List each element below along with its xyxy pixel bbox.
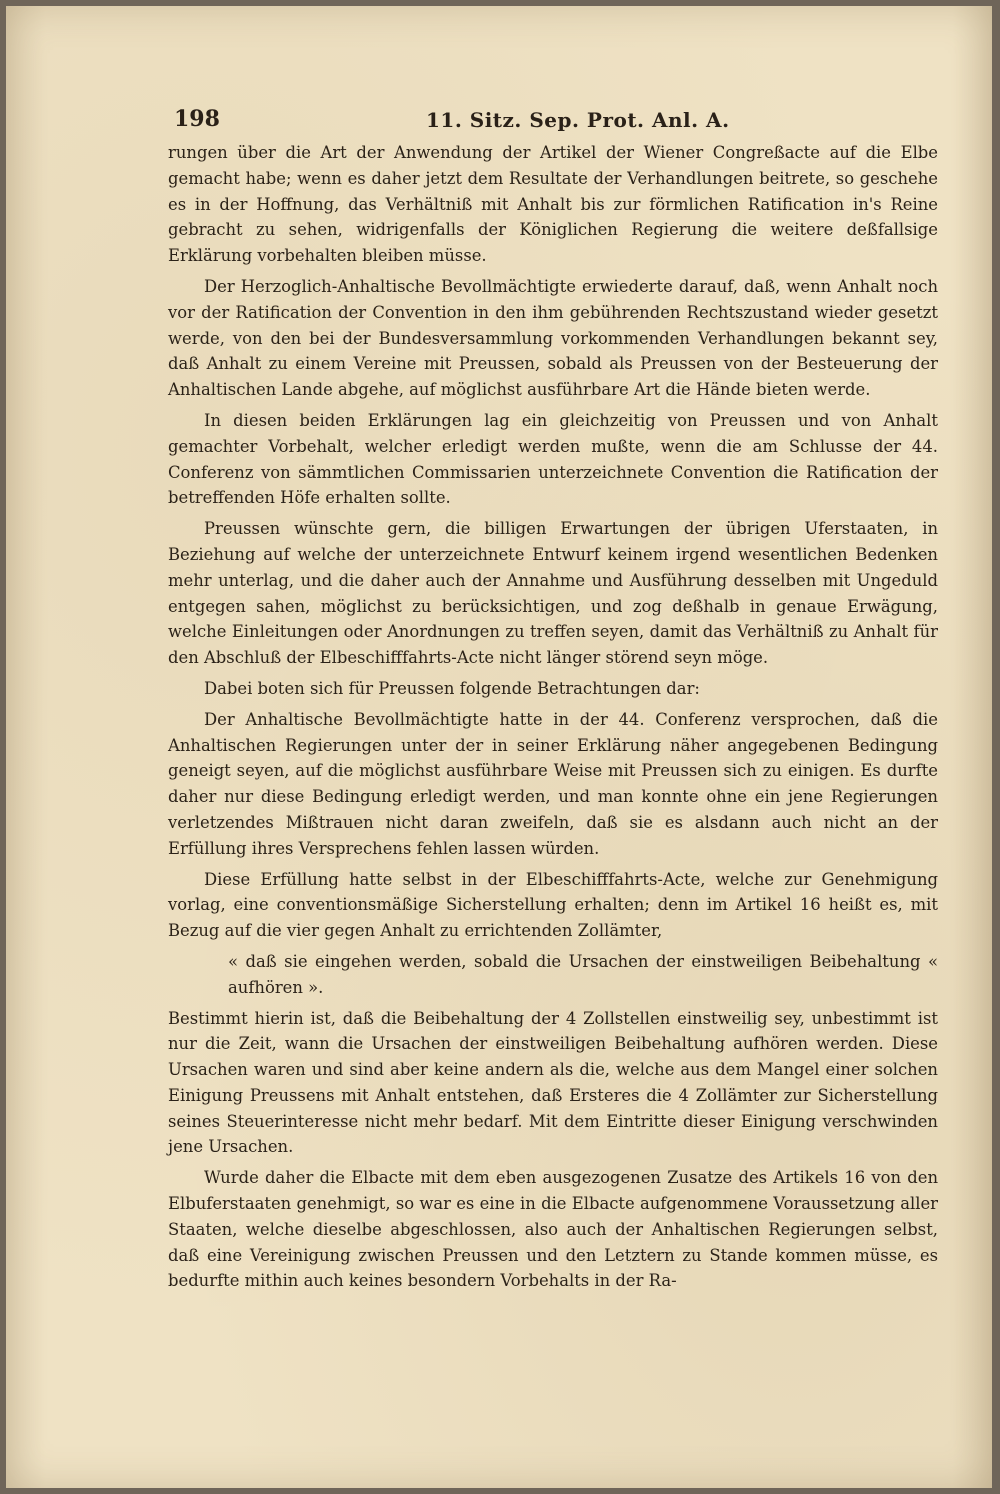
paragraph-6: Der Anhaltische Bevollmächtigte hatte in der 44. Conferenz versprochen, daß die Anhaltischen Regierungen unter der in seiner Erklärung näher angegebenen Bedingung geneigt seyen, auf die möglichst ausführbare Weise mit Preussen sich zu einigen. Es durfte daher nur diese Bedingung erledigt werden, und man konnte ohne ein jene Regierungen verletzendes Mißtrauen nicht daran zweifeln, daß sie es alsdann auch nicht an der Erfüllung ihres Versprechens fehlen lassen würden.	[168, 709, 938, 858]
paragraph-5: Dabei boten sich für Preussen folgende Betrachtungen dar:	[204, 678, 700, 698]
body-text	[168, 140, 938, 1299]
quoted-passage: « daß sie eingehen werden, sobald die Ursachen der einstweiligen Beibehaltung « aufhören ».	[228, 951, 938, 997]
running-head: 11. Sitz. Sep. Prot. Anl. A.	[426, 108, 730, 132]
paragraph-9: Wurde daher die Elbacte mit dem eben ausgezogenen Zusatze des Artikels 16 von den Elbuferstaaten genehmigt, so war es eine in die Elbacte aufgenommene Voraussetzung aller Staaten, welche dieselbe abgeschlossen, also auch der Anhaltischen Regierungen selbst, daß eine Vereinigung zwischen Preussen und den Letztern zu Stande kommen müsse, es bedurfte mithin auch keines besondern Vorbehalts in der Ra-	[168, 1168, 938, 1291]
page-header	[174, 106, 944, 140]
paragraph-3: In diesen beiden Erklärungen lag ein gleichzeitig von Preussen und von Anhalt gemachter Vorbehalt, welcher erledigt werden mußte, wenn die am Schlusse der 44. Conferenz von sämmtlichen Commissarien unterzeichnete Convention die Ratification der betreffenden Höfe erhalten sollte.	[168, 410, 938, 508]
paragraph-2: Der Herzoglich-Anhaltische Bevollmächtigte erwiederte darauf, daß, wenn Anhalt noch vor der Ratification der Convention in den ihm gebührenden Rechtszustand wieder gesetzt werde, von den bei der Bundesversammlung vorkommenden Verhandlungen bekannt sey, daß Anhalt zu einem Vereine mit Preussen, sobald als Preussen von der Besteuerung der Anhaltischen Lande abgehe, auf möglichst ausführbare Art die Hände bieten werde.	[168, 276, 938, 400]
paragraph-4: Preussen wünschte gern, die billigen Erwartungen der übrigen Uferstaaten, in Beziehung auf welche der unterzeichnete Entwurf keinem irgend wesentlichen Bedenken mehr unterlag, und die daher auch der Annahme und Ausführung desselben mit Ungeduld entgegen sahen, möglichst zu berücksichtigen, und zog deßhalb in genaue Erwägung, welche Einleitungen oder Anordnungen zu treffen seyen, damit das Verhältniß zu Anhalt für den Abschluß der Elbeschifffahrts-Acte nicht länger störend seyn möge.	[168, 519, 938, 668]
paragraph-8: Bestimmt hierin ist, daß die Beibehaltung der 4 Zollstellen einstweilig sey, unbestimmt ist nur die Zeit, wann die Ursachen der einstweiligen Beibehaltung aufhören werden. Diese Ursachen waren und sind aber keine andern als die, welche aus dem Mangel einer solchen Einigung Preussens mit Anhalt entstehen, daß Ersteres die 4 Zollämter zur Sicherstellung seines Steuerinteresse nicht mehr bedarf. Mit dem Eintritte dieser Einigung verschwinden jene Ursachen.	[168, 1008, 938, 1157]
paragraph-1: rungen über die Art der Anwendung der Artikel der Wiener Congreßacte auf die Elbe gemacht habe; wenn es daher jetzt dem Resultate der Verhandlungen beitrete, so geschehe es in der Hoffnung, das Verhältniß mit Anhalt bis zur förmlichen Ratification in's Reine gebracht zu sehen, widrigenfalls der Königlichen Regierung die weitere deßfallsige Erklärung vorbehalten bleiben müsse.	[168, 143, 938, 266]
page-number: 198	[174, 106, 220, 132]
paragraph-7: Diese Erfüllung hatte selbst in der Elbeschifffahrts-Acte, welche zur Genehmigung vorlag, eine conventionsmäßige Sicherstellung erhalten; denn im Artikel 16 heißt es, mit Bezug auf die vier gegen Anhalt zu errichtenden Zollämter,	[168, 869, 938, 941]
